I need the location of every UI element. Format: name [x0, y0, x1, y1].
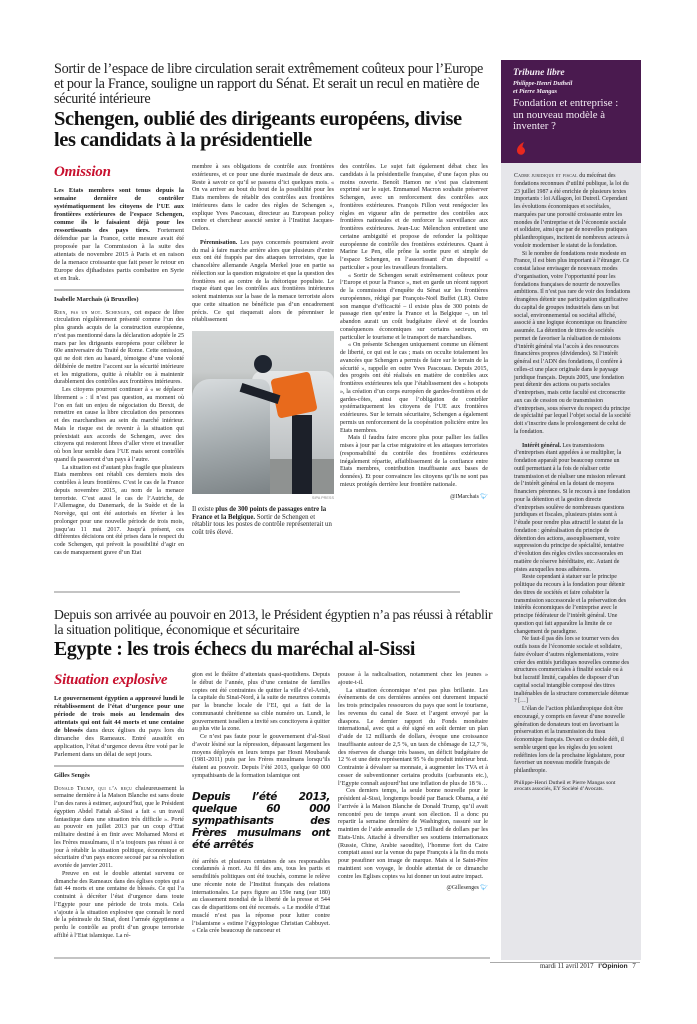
tribune-label: Tribune libre [513, 68, 565, 78]
article1-column-3 [340, 164, 488, 501]
article1-byline: Isabelle Marchais (à Bruxelles) [54, 295, 139, 303]
footer-date: mardi 11 avril 2017 [540, 963, 594, 970]
tribune-paragraph [514, 443, 631, 575]
article1-text: Les pays concernés pourraient avoir du mal à faire marche arrière alors que plusieurs d’entre eux ont été frappés par des attaques terroristes, que la chancelière allemande Angela Merkel joue en partie sa réélection sur la question migratoire et que la question des frontières est au centre de la rhétorique populiste. Le risque étant que les contrôles aux frontières intérieures soient maintenus sur la base de la menace terroriste alors que cette situation ne bénéficie pas d’un encadrement précis. Ce qui risquerait alors de pérenniser le rétablissement [192, 239, 334, 324]
caption-bold: plus de 300 points de passages entre la France et la Belgique. [192, 505, 327, 521]
article1-text: cet espace de libre circulation régulièrement présenté comme l’un des plus grands acquis de la construction européenne, n’est pas mentionné dans la déclaration adoptée le 25 mars par les dirigeants européens pour célébrer le 60e anniversaire du Traité de Rome. Cette omission, qui ne doit rien au hasard, témoigne d’une volonté délibérée de mettre l’accent sur la sécurité intérieure et les migrations, quitte à rétablir ou à maintenir durablement des contrôles aux frontières intérieures. [54, 309, 184, 386]
article1-chapo-bold: Les Etats membres sont tenus depuis la semaine dernière de contrôler systématiquement les citoyens de l’UE aux frontières extérieures de l’espace Schengen, comme ils le faisaient déjà pour les ressortissants des pays tiers. [54, 187, 184, 234]
article2-kicker: Situation explosive [54, 672, 168, 688]
article2-text: chaleureusement la semaine dernière à la Maison Blanche est sans doute l’un des rares à estimer, aujourd’hui, que le Président égyptien Abdel Fattah al-Sissi a fait « un travail fantastique dans une situation très difficile ». Porté au pouvoir en juillet 2013 par un coup d’Etat militaire destiné à en finir avec Mohamed Morsi et les Frères musulmans, il n’a toujours pas réussi à ce jour à rétablir la situation politique, économique et sécuritaire d’un pays encore secoué par sa révolution avortée de janvier 2011. [54, 785, 184, 869]
article2-column-2 [192, 672, 330, 936]
tribune-author-1: Philippe-Henri Dutheil [513, 80, 573, 87]
article2-paragraph: Ces derniers temps, la seule bonne nouvelle pour le président al-Sissi, longtemps boudé par Barack Obama, a été l’arrivée à la Maison Blanche de Donald Trump, qu’il avait rencontré peu de temps avant son élection. Il a donc pu repartir la semaine dernière de Washington, rassuré sur le maintien de l’aide annuelle de 1,5 milliard de dollars par les Etats-Unis. Attaché à diversifier ses soutiens internationaux (Russie, Chine, Arabie saoudite), l’homme fort du Caire comptait aussi sur la venue du pape François à la fin du mois pour peaufiner son image de marque. Mais si le Saint-Père maintient son voyage, le double attentat de ce dimanche contre les Eglises coptes va lui donner un tout autre impact. [338, 788, 488, 880]
tribune-lead-in: Cadre juridique et fiscal [514, 173, 578, 179]
tribune-text: du mécénat des fondations reconnues d’utilité publique, la loi du 23 juillet 1987 a été enrichie de plusieurs textes importants : loi Aillagon, loi Dutreil. Cependant les évolutions économiques et sociétales, marquées par une porosité croissante entre les mondes de l’entreprise et de l’économie sociale et solidaire, ainsi que par de nouvelles pratiques philanthropiques, incitent de nombreux acteurs à vouloir moderniser le statut de la fondation. [514, 173, 629, 249]
tribune-author-2: et Pierre Mangas [513, 88, 557, 95]
section-divider [54, 591, 460, 593]
article1-twitter-handle[interactable] [340, 493, 488, 502]
article1-column-2 [192, 164, 334, 537]
footer-page-number: 7 [632, 963, 636, 970]
article2-paragraph: été arrêtés et plusieurs centaines de ses responsables condamnés à mort. Au fil des ans, tous les partis et sensibilités politiques ont été touchés, comme le relève une récente note de l’Institut français des relations internationales. Le pays figure au 159e rang (sur 180) au classement mondial de la liberté de la presse et 544 cas de disparitions ont été recensés. « Le modèle d’Etat musclé n’est pas la réponse pour lutter contre l’islamisme » estime l’égyptologue Christian Cabbuyet. « Cela crée beaucoup de rancoeur et [192, 858, 330, 935]
tribune-title: Fondation et entreprise : un nouveau modèle à inventer ? [513, 97, 619, 132]
footer-brand: l’Opinion [598, 963, 628, 970]
caption-text: Il existe [192, 505, 216, 513]
quote-mark-icon [515, 142, 528, 155]
caption-text: Sortir de Schengen et rétablir tous les postes de contrôle représenterait un coût très élevé. [192, 513, 332, 537]
border-control-photo [192, 331, 334, 494]
article1-paragraph: La situation est d’autant plus fragile que plusieurs Etats membres ont rétabli ces derniers mois des contrôles à leurs frontières. C’est le cas de la France depuis novembre 2015, au nom de la menace terroriste. C’est aussi le cas de l’Autriche, de l’Allemagne, du Danemark, de la Suède et de la Norvège, qui ont été autorisés en février à les prolonger pour une nouvelle période de trois mois, jusqu’au 11 mai 2017. Jusqu’à présent, ces différentes décisions ont été prises dans le respect du code Schengen, qui prévoit la possibilité d’agir en cas de manquement grave d’un Etat [54, 464, 184, 556]
article2-lead-in: Donald Trump, qui l’a reçu [54, 785, 133, 792]
article2-chapo-bold: Le gouvernement égyptien a approuvé lundi le rétablissement de l’état d’urgence pour une période de trois mois au lendemain des attentats qui ont fait 44 morts et une centaine de blessés [54, 695, 184, 734]
article1-paragraph: membre à ses obligations de contrôle aux frontières extérieures, et ce pour une durée maximale de deux ans. Reste à savoir ce qu’il se passera d’ici quelques mois. « On va arriver au bout du bout de la possibilité pour les Etats membres de rétablir des contrôles aux frontières intérieures dans le cadre des règles de Schengen », explique Yves Pascouau, directeur au European policy centre et chercheur associé senior à l’Institut Jacques-Delors. [192, 164, 334, 232]
article2-paragraph: pousse à la radicalisation, notamment chez les jeunes » ajoute-t-il. [338, 672, 488, 686]
article2-chapo [54, 695, 184, 759]
article2-paragraph [54, 786, 184, 871]
article1-paragraph: des contrôles. Le sujet fait également débat chez les candidats à la présidentielle française, d’une façon plus ou moins ouverte. Benoît Hamon ne s’est pas clairement exprimé sur le sujet. Emmanuel Macron souhaite préserver Schengen, avec un renforcement des contrôles aux frontières extérieures. François Fillon veut renégocier les règles en vigueur afin de permettre des contrôles aux frontières nationales et de renforcer la surveillance aux frontières extérieures. Jean-Luc Mélenchon entretient une certaine ambiguïté et propose de refonder la politique européenne de contrôle des frontières extérieures. Quant à Marine Le Pen, elle prône la sortie pure et simple de l’espace Schengen, en l’assortissant d’un dispositif « particulier » pour les travailleurs frontaliers. [340, 164, 488, 271]
article2-title: Egypte : les trois échecs du maréchal al-Sissi [54, 638, 416, 660]
bottom-divider [54, 957, 490, 959]
article2-pullquote: Depuis l’été 2013, quelque 60 000 sympathisants des Frères musulmans ont été arrêtés [192, 790, 330, 851]
article1-paragraph: Mais il faudra faire encore plus pour pallier les failles mises à jour par la crise migratoire et les attaques terroristes (responsabilité du contrôle des frontières extérieures inégalement répartie, affaiblissement de la confiance entre Etats membres, contribution insuffisante aux bases de données). Et pour convaincre les citoyens qu’ils ne sont pas mieux protégés derrière leur frontière nationale. [340, 435, 488, 488]
photo-caption [192, 506, 334, 537]
article2-paragraph: La situation économique n’est pas plus brillante. Les événements de ces dernières années ont durement impacté les trois principales ressources du pays que sont le tourisme, les revenus du canal de Suez et l’argent envoyé par la diaspora. Le dernier rapport du Fonds monétaire international, avec qui a été signé en août dernier un plan d’aide de 12 milliards de dollars, évoque une croissance insuffisante autour de 2,5 %, un taux de chômage de 12,7 %, des réserves de change très basses, un déficit budgétaire de 12 % et une dette représentant 95 % du produit intérieur brut. Contrainte à dévaluer sa monnaie, à augmenter les TVA et à cesser de subventionner certains produits (carburants etc.), l’Egypte connaît aujourd’hui une inflation de plus de 18 %… [338, 687, 488, 787]
article1-lead-in: Rien, pas un mot. Schengen, [54, 309, 132, 316]
article1-column-1 [54, 164, 184, 558]
divider [54, 765, 184, 767]
article2-paragraph: Ce n’est pas faute pour le gouvernement d’al-Sissi d’avoir lésiné sur la répression, dépassant largement les moyens déployés en leurs temps par Hosni Moubarak (1981-2011) puis par les Frères musulmans lorsqu’ils étaient au pouvoir. Depuis l’été 2013, quelque 60 000 sympathisants de la formation islamique ont [192, 734, 330, 779]
tribune-body [501, 163, 641, 960]
page-footer [540, 963, 636, 970]
twitter-handle-text[interactable]: @IMarchais [450, 493, 479, 500]
article1-paragraph: « On présente Schengen uniquement comme un élément de liberté, ce qui est le cas ; mais on occulte totalement les avancées que Schengen a permis de faire sur le terrain de la sécurité », rappelle en outre Yves Pascouau. Depuis 2015, des progrès ont été réalisés en matière de contrôles aux frontières extérieures tels que l’établissement des « hotspots », la création d’un corps européen de gardes-frontières et de gardes-côtes, ainsi que l’obligation de contrôler systématiquement les citoyens de l’UE aux frontières extérieures. Sur le terrain sécuritaire, Schengen a également permis un renforcement de la coopération policière entre les Etats membres. [340, 342, 488, 434]
article2-chapo-rest: dans deux églises du pays lors du dimanche des Rameaux. Entré aussitôt en application, l’état d’urgence devra être voté par le Parlement dans un délai de sept jours. [54, 727, 185, 758]
article1-paragraph: « Sortir de Schengen serait extrêmement coûteux pour l’Europe et pour la France », met en garde un récent rapport de la commission d’enquête du Sénat sur les frontières européennes, rédigé par François-Noël Buffet (LR). Outre son manque d’efficacité – il existe plus de 300 points de passage rien qu’entre la France et la Belgique –, un tel abandon aurait un coût budgétaire élevé et de lourdes conséquences économiques sur certains secteurs, en particulier le tourisme et le transport de marchandises. [340, 272, 488, 341]
tribune-paragraph [514, 173, 631, 251]
photo-officer-legs [292, 415, 312, 494]
tribune-paragraph: L’élan de l’action philanthropique doit être encouragé, y compris en faveur d’une nouvelle génération de donateurs tout en favorisant la préservation et la transmission du tissu économique français. Devant ce double défi, il semble urgent que les règles du jeu soient redéfinies lors de la prochaine législature, pour favoriser un nouveau modèle français de philanthropie. [514, 706, 625, 774]
tribune-header-box [501, 60, 641, 163]
article1-title: Schengen, oublié des dirigeants européens, divise les candidats à la présidentielle [54, 108, 462, 151]
tribune-text: Les transmissions d’entreprises étant appelées à se multiplier, la fondation apparaît pour beaucoup comme un outil permettant à la fois de réaliser cette transmission et de réaliser une mission relevant de l’intérêt général en la dotant de moyens financiers pérennes. Si le recours à une fondation pour la détention et la gestion directe d’entreprises soulève de nombreuses questions juridiques et fiscales, plusieurs pistes sont à l’étude pour rendre plus attractif le statut de la fondation : généralisation du principe de détention des actions, assouplissement, voire suppression du principe de spécialité, tentative d’évolution des règles civiles successorales en matière de réserve héréditaire, etc. Autant de pistes auxquelles nous adhérons. [514, 442, 631, 573]
article1-chapo-rest: Fortement défendue par la France, cette mesure avait été proposée par la Commission à la suite des attentats de novembre 2015 à Paris et en raison de la menace croissante que fait peser le retour en Europe des djihadistes partis combattre en Syrie et en Irak. [54, 227, 185, 282]
tribune-paragraph: Si le nombre de fondations reste modeste en France, il est bien plus important à l’étranger. Ce constat laisse envisager de nouveaux modes d’organisation, voire l’opportunité pour les fondations françaises de nourrir de nouvelles ambitions. Il n’est pas rare de voir des fondations étrangères détenir une participation significative du capital de groupes industriels dans un but social, environnemental ou sociétal affiché, associé à une logique économique ou financière assumée. La détention de titres de sociétés permet de favoriser la réalisation de missions d’intérêt général via l’accès à des ressources financières propres (dividendes). Si l’intérêt général est l’ADN des fondations, il confère à celles-ci une place originale dans le paysage juridique français. Depuis 2005, une fondation peut détenir des actions ou parts sociales d’entreprises, mais cette faculté est circonscrite aux cas de cession ou de transmission d’entreprises, sous réserve du respect du principe de spécialité par lequel l’objet social de la société doit s’inscrire dans le prolongement de celui de la fondation. [514, 250, 631, 435]
tribune-intertitle: Intérêt général. [522, 442, 561, 449]
article2-paragraph: gion est le théâtre d’attentats quasi-quotidiens. Depuis le début de l’année, plus d’une centaine de familles coptes ont été contraintes de quitter la ville d’el-Arish, la capitale du Sinaï-Nord, à la suite de meurtres commis par la branche locale de l’EI, qui a fait de la communauté chrétienne sa cible numéro un. Lundi, le gouvernement israélien a invité ses concitoyens à quitter au plus vite la zone. [192, 672, 330, 733]
tribune-paragraph: Ne faut-il pas dès lors se tourner vers des outils issus de l’économie sociale et solidaire, faire évoluer d’autres réglementations, voire créer des entités juridiques nouvelles comme des structures commerciales à finalité sociale ou à but lucratif limité, capables de disposer d’un capital social intangible composé des titres inaliénables de la structure commerciale détenue ? […] [514, 636, 630, 705]
article2-twitter-handle[interactable] [338, 884, 488, 893]
twitter-bird-icon: 🐦︎ [480, 492, 488, 500]
twitter-bird-icon: 🐦︎ [480, 884, 488, 892]
article2-surtitle: Depuis son arrivée au pouvoir en 2013, le Président égyptien n’a pas réussi à rétablir la situation politique, économique et sécuritaire [54, 607, 493, 637]
article1-chapo [54, 187, 184, 283]
article2-paragraph: Preuve en est le double attentat survenu ce dimanche des Rameaux dans des églises coptes qui a fait 44 morts et une centaine de blessés. Ce qui l’a contraint à décréter l’état d’urgence dans toute l’Egypte pour une période de trois mois. Cela s’ajoute à la situation explosive que connaît le nord de la péninsule du Sinaï, dont l’armée égyptienne a perdu le contrôle au profit d’un groupe terroriste affilié à l’Etat islamique. La ré- [54, 870, 184, 939]
photo-credit: SIPA PRESS [311, 496, 334, 500]
article2-byline: Gilles Sengès [54, 771, 90, 779]
tribune-authors [513, 80, 629, 96]
article2-column-3 [338, 672, 488, 893]
photo-officer-head [254, 355, 272, 373]
article1-kicker: Omission [54, 164, 111, 180]
article1-paragraph [54, 310, 184, 388]
twitter-handle-text[interactable]: @Gillesenges [446, 885, 479, 892]
article1-paragraph: Les citoyens pourront continuer à « se déplacer librement » : il n’est pas question, au moment où l’on en fait un enjeu de négociation du Brexit, de remettre en cause la libre circulation des personnes et des marchandises au sein du marché intérieur. Mais le risque est de revenir à la situation qui préexistait aux accords de Schengen, avec des citoyens qui resteront libres d’aller vivre et travailler où bon leur semble dans l’UE mais seront contrôlés quand ils passeront d’un pays à l’autre. [54, 387, 184, 463]
tribune-signature: Philippe-Henri Dutheil et Pierre Mangas sont avocats associés, EY Société d’Avocats. [514, 779, 616, 793]
divider [54, 289, 184, 291]
article2-column-1 [54, 672, 184, 941]
article1-paragraph [192, 240, 334, 325]
article1-surtitle: Sortir de l’espace de libre circulation serait extrêmement coûteux pour l’Europe et pour la France, souligne un rapport du Sénat. Et serait un recul en matière de sécurité intérieure [54, 61, 484, 107]
article1-intertitle: Pérennisation. [200, 239, 238, 246]
tribune-paragraph: Reste cependant à statuer sur le principe politique du recours à la fondation pour détenir des titres de sociétés et faire cohabiter la transmission successorale et la préservation des intérêts économiques de l’entreprise avec le principe fédérateur de l’intérêt général. Une question qui fait apparaître la limite de ce changement de paradigme. [514, 574, 627, 635]
